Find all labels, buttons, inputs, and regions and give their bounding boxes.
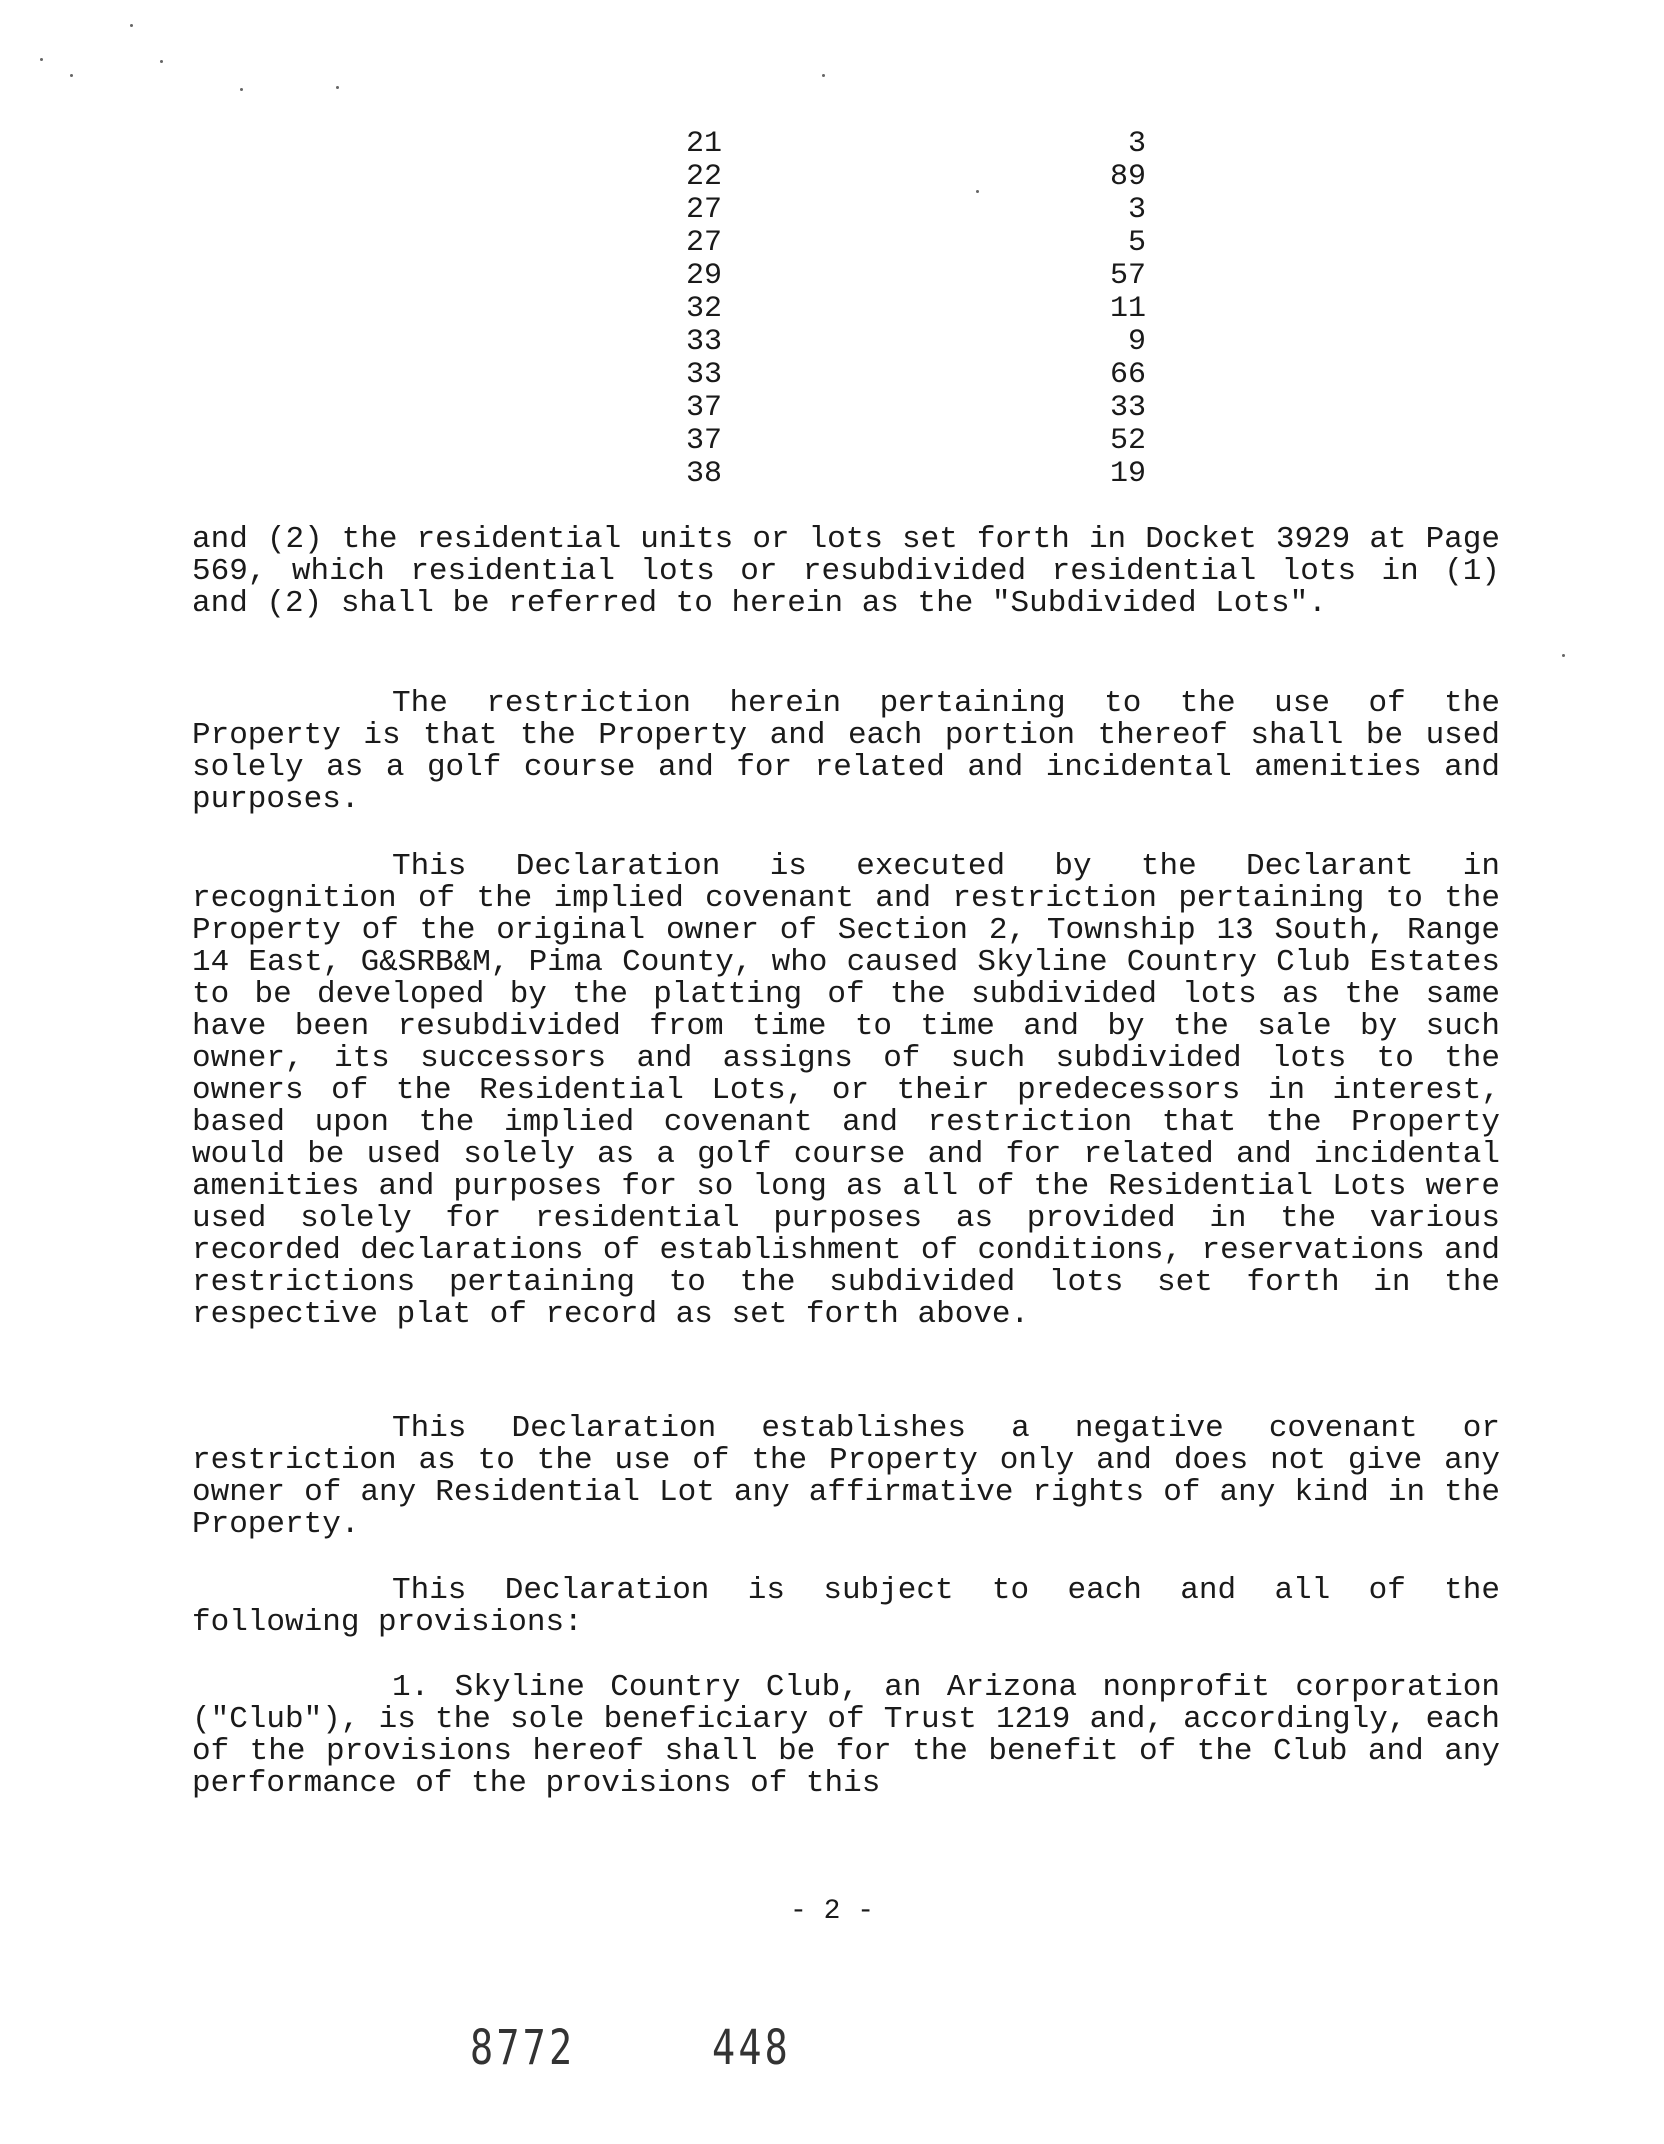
lot-number: 19 bbox=[1109, 457, 1146, 491]
lot-number: 57 bbox=[1109, 259, 1146, 293]
paragraph-provision-1: 1. Skyline Country Club, an Arizona nonprofit corporation ("Club"), is the sole beneficiary of Trust 1219 and, accordingly, each of the provisions hereof shall be for the benefit of the Club and any performance of the provisions of this bbox=[192, 1670, 1500, 1801]
lot-table-row bbox=[686, 227, 1146, 260]
scan-speck bbox=[822, 74, 825, 77]
lot-table-row bbox=[686, 128, 1146, 161]
block-number: 21 bbox=[686, 127, 723, 161]
scan-speck bbox=[40, 58, 43, 61]
paragraph-declaration-executed: This Declaration is executed by the Declarant in recognition of the implied covenant and restriction pertaining to the Property of the original owner of Section 2, Township 13 South, Range 14 East, G&SRB&M, Pima County, who caused Skyline Country Club Estates to be developed by the platting of the subdivided lots as the same have been resubdivided from time to time and by the sale by such owner, its successors and assigns of such subdivided lots to the owners of the Residential Lots, or their predecessors in interest, based upon the implied covenant and restriction that the Property would be used solely as a golf course and for related and incidental amenities and purposes for so long as all of the Residential Lots were used solely for residential purposes as provided in the various recorded declarations of establishment of conditions, reservations and restrictions pertaining to the subdivided lots set forth in the respective plat of record as set forth above. bbox=[192, 849, 1500, 1332]
paragraph-restriction: The restriction herein pertaining to the use of the Property is that the Property and each portion thereof shall be used solely as a golf course and for related and incidental amenities and purposes. bbox=[192, 686, 1500, 817]
lot-number: 33 bbox=[1109, 391, 1146, 425]
block-number: 37 bbox=[686, 391, 723, 425]
block-number: 33 bbox=[686, 358, 723, 392]
lot-table-row bbox=[686, 194, 1146, 227]
lot-number: 66 bbox=[1109, 358, 1146, 392]
lot-number: 5 bbox=[1127, 226, 1146, 260]
lot-table bbox=[686, 128, 1146, 491]
lot-number: 11 bbox=[1109, 292, 1146, 326]
scan-speck bbox=[70, 74, 73, 77]
scan-speck bbox=[160, 60, 163, 63]
block-number: 27 bbox=[686, 226, 723, 260]
lot-number: 89 bbox=[1109, 160, 1146, 194]
lot-table-row bbox=[686, 260, 1146, 293]
paragraph-subdivided-lots: and (2) the residential units or lots set forth in Docket 3929 at Page 569, which residential lots or resubdivided residential lots in (1) and (2) shall be referred to herein as the "Subdivided Lots". bbox=[192, 522, 1500, 621]
scan-speck bbox=[130, 24, 133, 27]
scan-speck bbox=[336, 86, 339, 89]
docket-stamp: 8772 bbox=[470, 2020, 576, 2076]
page-stamp: 448 bbox=[712, 2020, 791, 2076]
block-number: 38 bbox=[686, 457, 723, 491]
block-number: 29 bbox=[686, 259, 723, 293]
lot-table-row bbox=[686, 161, 1146, 194]
lot-number: 3 bbox=[1127, 193, 1146, 227]
block-number: 32 bbox=[686, 292, 723, 326]
lot-table-row bbox=[686, 326, 1146, 359]
lot-number: 3 bbox=[1127, 127, 1146, 161]
lot-table-row bbox=[686, 425, 1146, 458]
lot-table-row bbox=[686, 458, 1146, 491]
scan-speck bbox=[240, 88, 243, 91]
lot-table-row bbox=[686, 392, 1146, 425]
block-number: 33 bbox=[686, 325, 723, 359]
block-number: 27 bbox=[686, 193, 723, 227]
lot-number: 52 bbox=[1109, 424, 1146, 458]
paragraph-negative-covenant: This Declaration establishes a negative covenant or restriction as to the use of the Property only and does not give any owner of any Residential Lot any affirmative rights of any kind in the Property. bbox=[192, 1411, 1500, 1542]
lot-table-row bbox=[686, 293, 1146, 326]
block-number: 37 bbox=[686, 424, 723, 458]
lot-table-row bbox=[686, 359, 1146, 392]
scan-speck bbox=[1562, 654, 1565, 657]
paragraph-subject-provisions: This Declaration is subject to each and all of the following provisions: bbox=[192, 1573, 1500, 1640]
block-number: 22 bbox=[686, 160, 723, 194]
lot-number: 9 bbox=[1127, 325, 1146, 359]
page-number: - 2 - bbox=[789, 1896, 874, 1927]
